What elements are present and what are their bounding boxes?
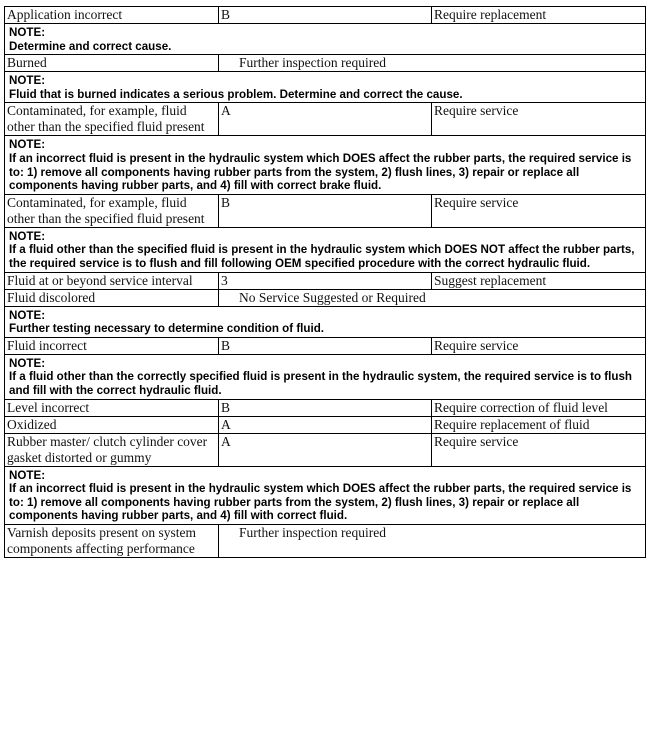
- table-row: [5, 194, 646, 227]
- table-row: [5, 103, 646, 136]
- table-row: [5, 433, 646, 466]
- note-row: [5, 306, 646, 337]
- action-cell: Require service: [432, 103, 646, 136]
- note-cell: [5, 24, 646, 55]
- note-label: NOTE:: [9, 74, 46, 88]
- note-text: If a fluid other than the correctly specified fluid is present in the hydraulic system, the required service is to flush and fill with the correct hydraulic fluid.: [9, 370, 632, 397]
- condition-cell: Fluid incorrect: [5, 337, 219, 354]
- action-cell: Further inspection required: [219, 524, 646, 557]
- note-text: If a fluid other than the specified fluid is present in the hydraulic system which DOES NOT affect the rubber parts, the required service is to flush and fill following OEM specified procedure with the correct hydraulic fluid.: [9, 243, 635, 270]
- note-row: [5, 466, 646, 524]
- action-cell: Require correction of fluid level: [432, 399, 646, 416]
- table-row: [5, 272, 646, 289]
- code-cell: B: [219, 7, 432, 24]
- action-cell: Require replacement of fluid: [432, 416, 646, 433]
- action-cell: Further inspection required: [219, 55, 646, 72]
- condition-cell: Level incorrect: [5, 399, 219, 416]
- note-text: If an incorrect fluid is present in the hydraulic system which DOES affect the rubber parts, the required service is to: 1) remove all components having rubber parts from the system, 2) flush lines, 3) repair or replace all components having rubber parts, and 4) fill with correct brake fluid.: [9, 151, 632, 193]
- note-row: [5, 136, 646, 194]
- table-row: [5, 337, 646, 354]
- action-cell: Require service: [432, 194, 646, 227]
- note-label: NOTE:: [9, 308, 46, 322]
- code-cell: A: [219, 433, 432, 466]
- code-cell: B: [219, 194, 432, 227]
- fluid-condition-table: [4, 6, 646, 558]
- note-row: [5, 354, 646, 399]
- action-cell: No Service Suggested or Required: [219, 289, 646, 306]
- code-cell: B: [219, 399, 432, 416]
- note-row: [5, 72, 646, 103]
- note-label: NOTE:: [9, 468, 46, 482]
- code-cell: A: [219, 103, 432, 136]
- action-cell: Suggest replacement: [432, 272, 646, 289]
- table-row: [5, 524, 646, 557]
- code-cell: B: [219, 337, 432, 354]
- note-row: [5, 24, 646, 55]
- action-cell: Require service: [432, 337, 646, 354]
- note-cell: [5, 227, 646, 272]
- condition-cell: Fluid at or beyond service interval: [5, 272, 219, 289]
- table-row: [5, 399, 646, 416]
- note-cell: [5, 72, 646, 103]
- condition-cell: Varnish deposits present on system components affecting performance: [5, 524, 219, 557]
- action-cell: Require service: [432, 433, 646, 466]
- condition-cell: Burned: [5, 55, 219, 72]
- note-cell: [5, 136, 646, 194]
- condition-cell: Application incorrect: [5, 7, 219, 24]
- note-text: Determine and correct cause.: [9, 39, 172, 53]
- note-cell: [5, 306, 646, 337]
- note-cell: [5, 466, 646, 524]
- note-label: NOTE:: [9, 229, 46, 243]
- note-text: Fluid that is burned indicates a serious problem. Determine and correct the cause.: [9, 87, 463, 101]
- action-cell: Require replacement: [432, 7, 646, 24]
- note-text: Further testing necessary to determine condition of fluid.: [9, 322, 325, 336]
- code-cell: 3: [219, 272, 432, 289]
- note-text: If an incorrect fluid is present in the hydraulic system which DOES affect the rubber parts, the required service is to: 1) remove all components having rubber parts from the system, 2) flush lines, 3) repair or replace all components having rubber parts, and 4) fill with correct fluid.: [9, 482, 632, 523]
- note-row: [5, 227, 646, 272]
- table-row: [5, 416, 646, 433]
- code-cell: A: [219, 416, 432, 433]
- condition-cell: Rubber master/ clutch cylinder cover gasket distorted or gummy: [5, 433, 219, 466]
- table-row: [5, 289, 646, 306]
- condition-cell: Contaminated, for example, fluid other than the specified fluid present: [5, 194, 219, 227]
- condition-cell: Contaminated, for example, fluid other than the specified fluid present: [5, 103, 219, 136]
- table-row: [5, 55, 646, 72]
- document-page: [4, 6, 645, 558]
- condition-cell: Oxidized: [5, 416, 219, 433]
- condition-cell: Fluid discolored: [5, 289, 219, 306]
- note-cell: [5, 354, 646, 399]
- note-label: NOTE:: [9, 26, 46, 39]
- table-row: [5, 7, 646, 24]
- note-label: NOTE:: [9, 138, 46, 152]
- note-label: NOTE:: [9, 356, 46, 370]
